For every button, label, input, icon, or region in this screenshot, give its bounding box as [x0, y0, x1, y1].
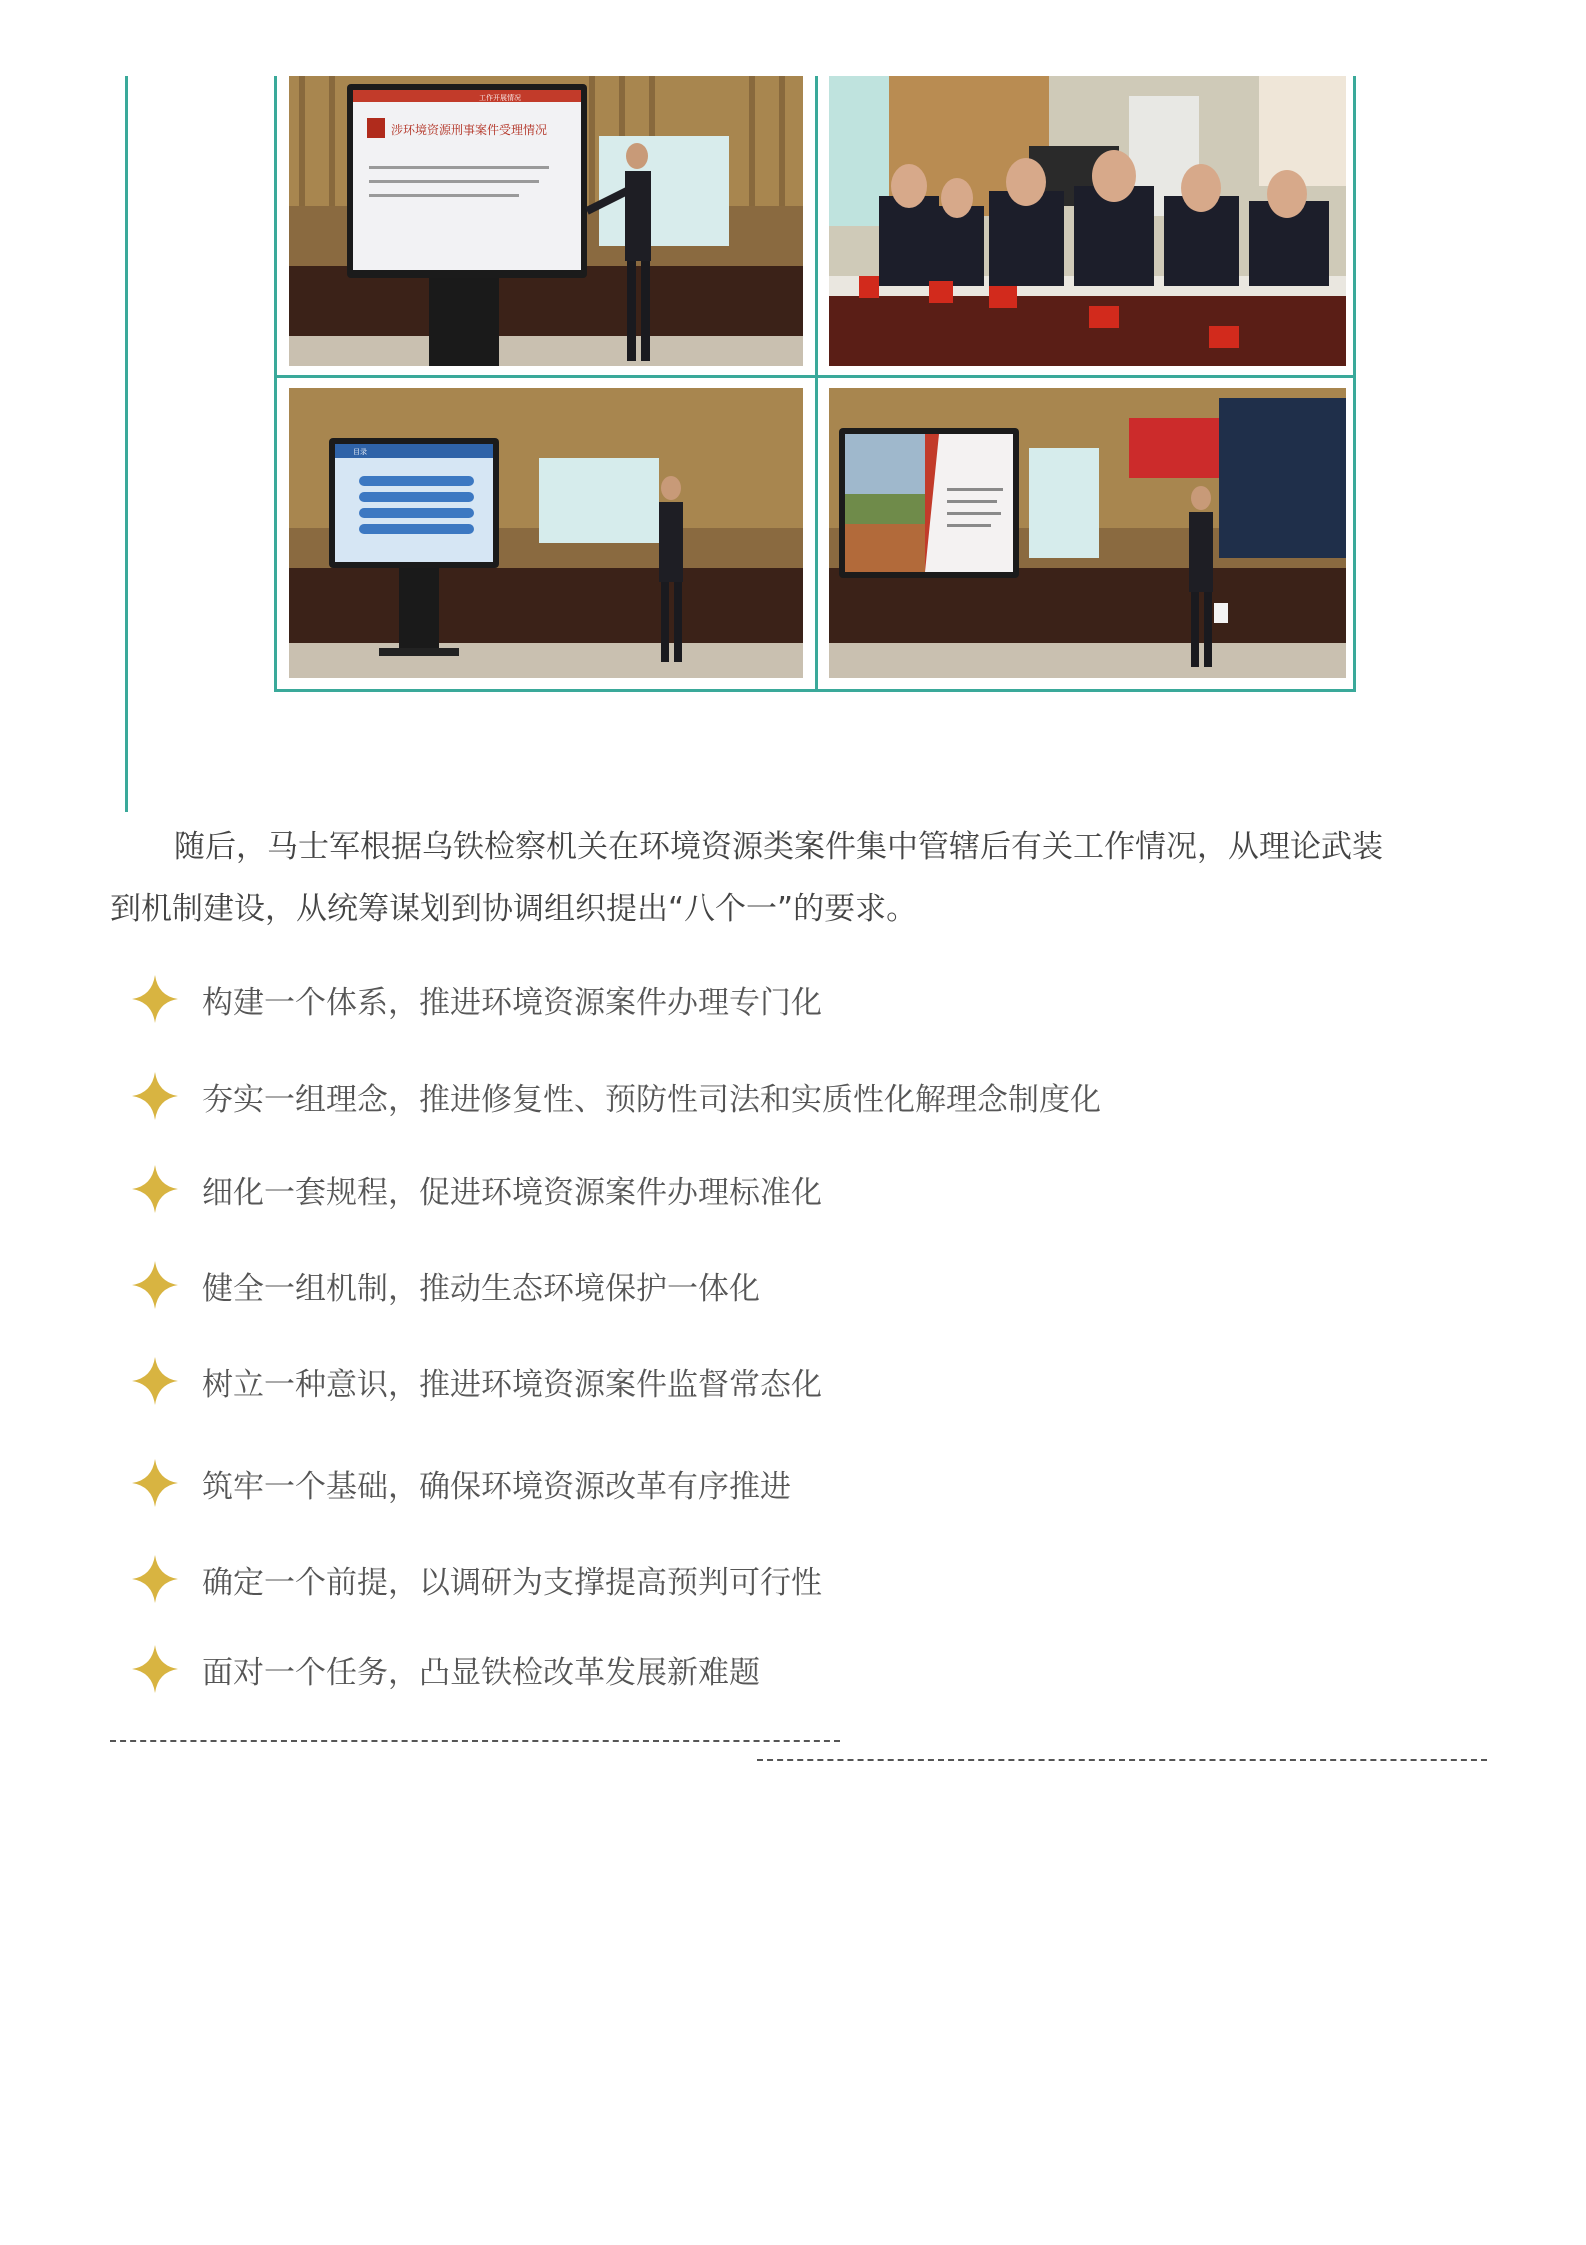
requirement-text: 树立一种意识，推进环境资源案件监督常态化 [202, 1366, 822, 1403]
four-point-star-icon [132, 1072, 178, 1120]
dashed-divider-right [757, 1759, 1487, 1761]
requirement-text: 构建一个体系，推进环境资源案件办理专门化 [202, 984, 822, 1021]
requirement-text: 健全一组机制，推动生态环境保护一体化 [202, 1270, 760, 1307]
four-point-star-icon [132, 1165, 178, 1213]
requirement-text: 夯实一组理念，推进修复性、预防性司法和实质性化解理念制度化 [202, 1081, 1101, 1118]
slide-header-text: 工作开展情况 [479, 94, 521, 102]
photo-speaker-agenda [289, 388, 803, 678]
requirement-text: 面对一个任务，凸显铁检改革发展新难题 [202, 1654, 760, 1691]
intro-paragraph [110, 816, 1490, 940]
four-point-star-icon [132, 975, 178, 1023]
list-item [132, 1645, 760, 1693]
list-item [132, 1261, 760, 1309]
photo-speaker-presenting [289, 76, 803, 366]
list-item [132, 1459, 791, 1507]
intro-line-2: 到机制建设，从统筹谋划到协调组织提出“八个一”的要求。 [110, 891, 918, 927]
list-item [132, 1357, 822, 1405]
list-item [132, 1165, 822, 1213]
list-item [132, 1072, 1101, 1120]
requirement-text: 细化一套规程，促进环境资源案件办理标准化 [202, 1174, 822, 1211]
requirement-text: 确定一个前提，以调研为支撑提高预判可行性 [202, 1564, 822, 1601]
grid-divider-horizontal [277, 375, 1353, 378]
intro-line-1: 随后，马士军根据乌铁检察机关在环境资源类案件集中管辖后有关工作情况，从理论武装 [174, 829, 1383, 865]
photo-grid [274, 76, 1356, 692]
dashed-divider-left [110, 1740, 840, 1742]
list-item [132, 975, 822, 1023]
list-item [132, 1555, 822, 1603]
slide-header-text: 目录 [353, 448, 367, 456]
four-point-star-icon [132, 1555, 178, 1603]
four-point-star-icon [132, 1459, 178, 1507]
requirement-text: 筑牢一个基础，确保环境资源改革有序推进 [202, 1468, 791, 1505]
photo-panel-officials [829, 76, 1346, 366]
accent-vertical-line [125, 76, 128, 812]
grid-divider-vertical [815, 76, 818, 689]
photo-speaker-landscape-slide [829, 388, 1346, 678]
four-point-star-icon [132, 1645, 178, 1693]
slide-title-text: 涉环境资源刑事案件受理情况 [391, 123, 548, 137]
four-point-star-icon [132, 1261, 178, 1309]
four-point-star-icon [132, 1357, 178, 1405]
